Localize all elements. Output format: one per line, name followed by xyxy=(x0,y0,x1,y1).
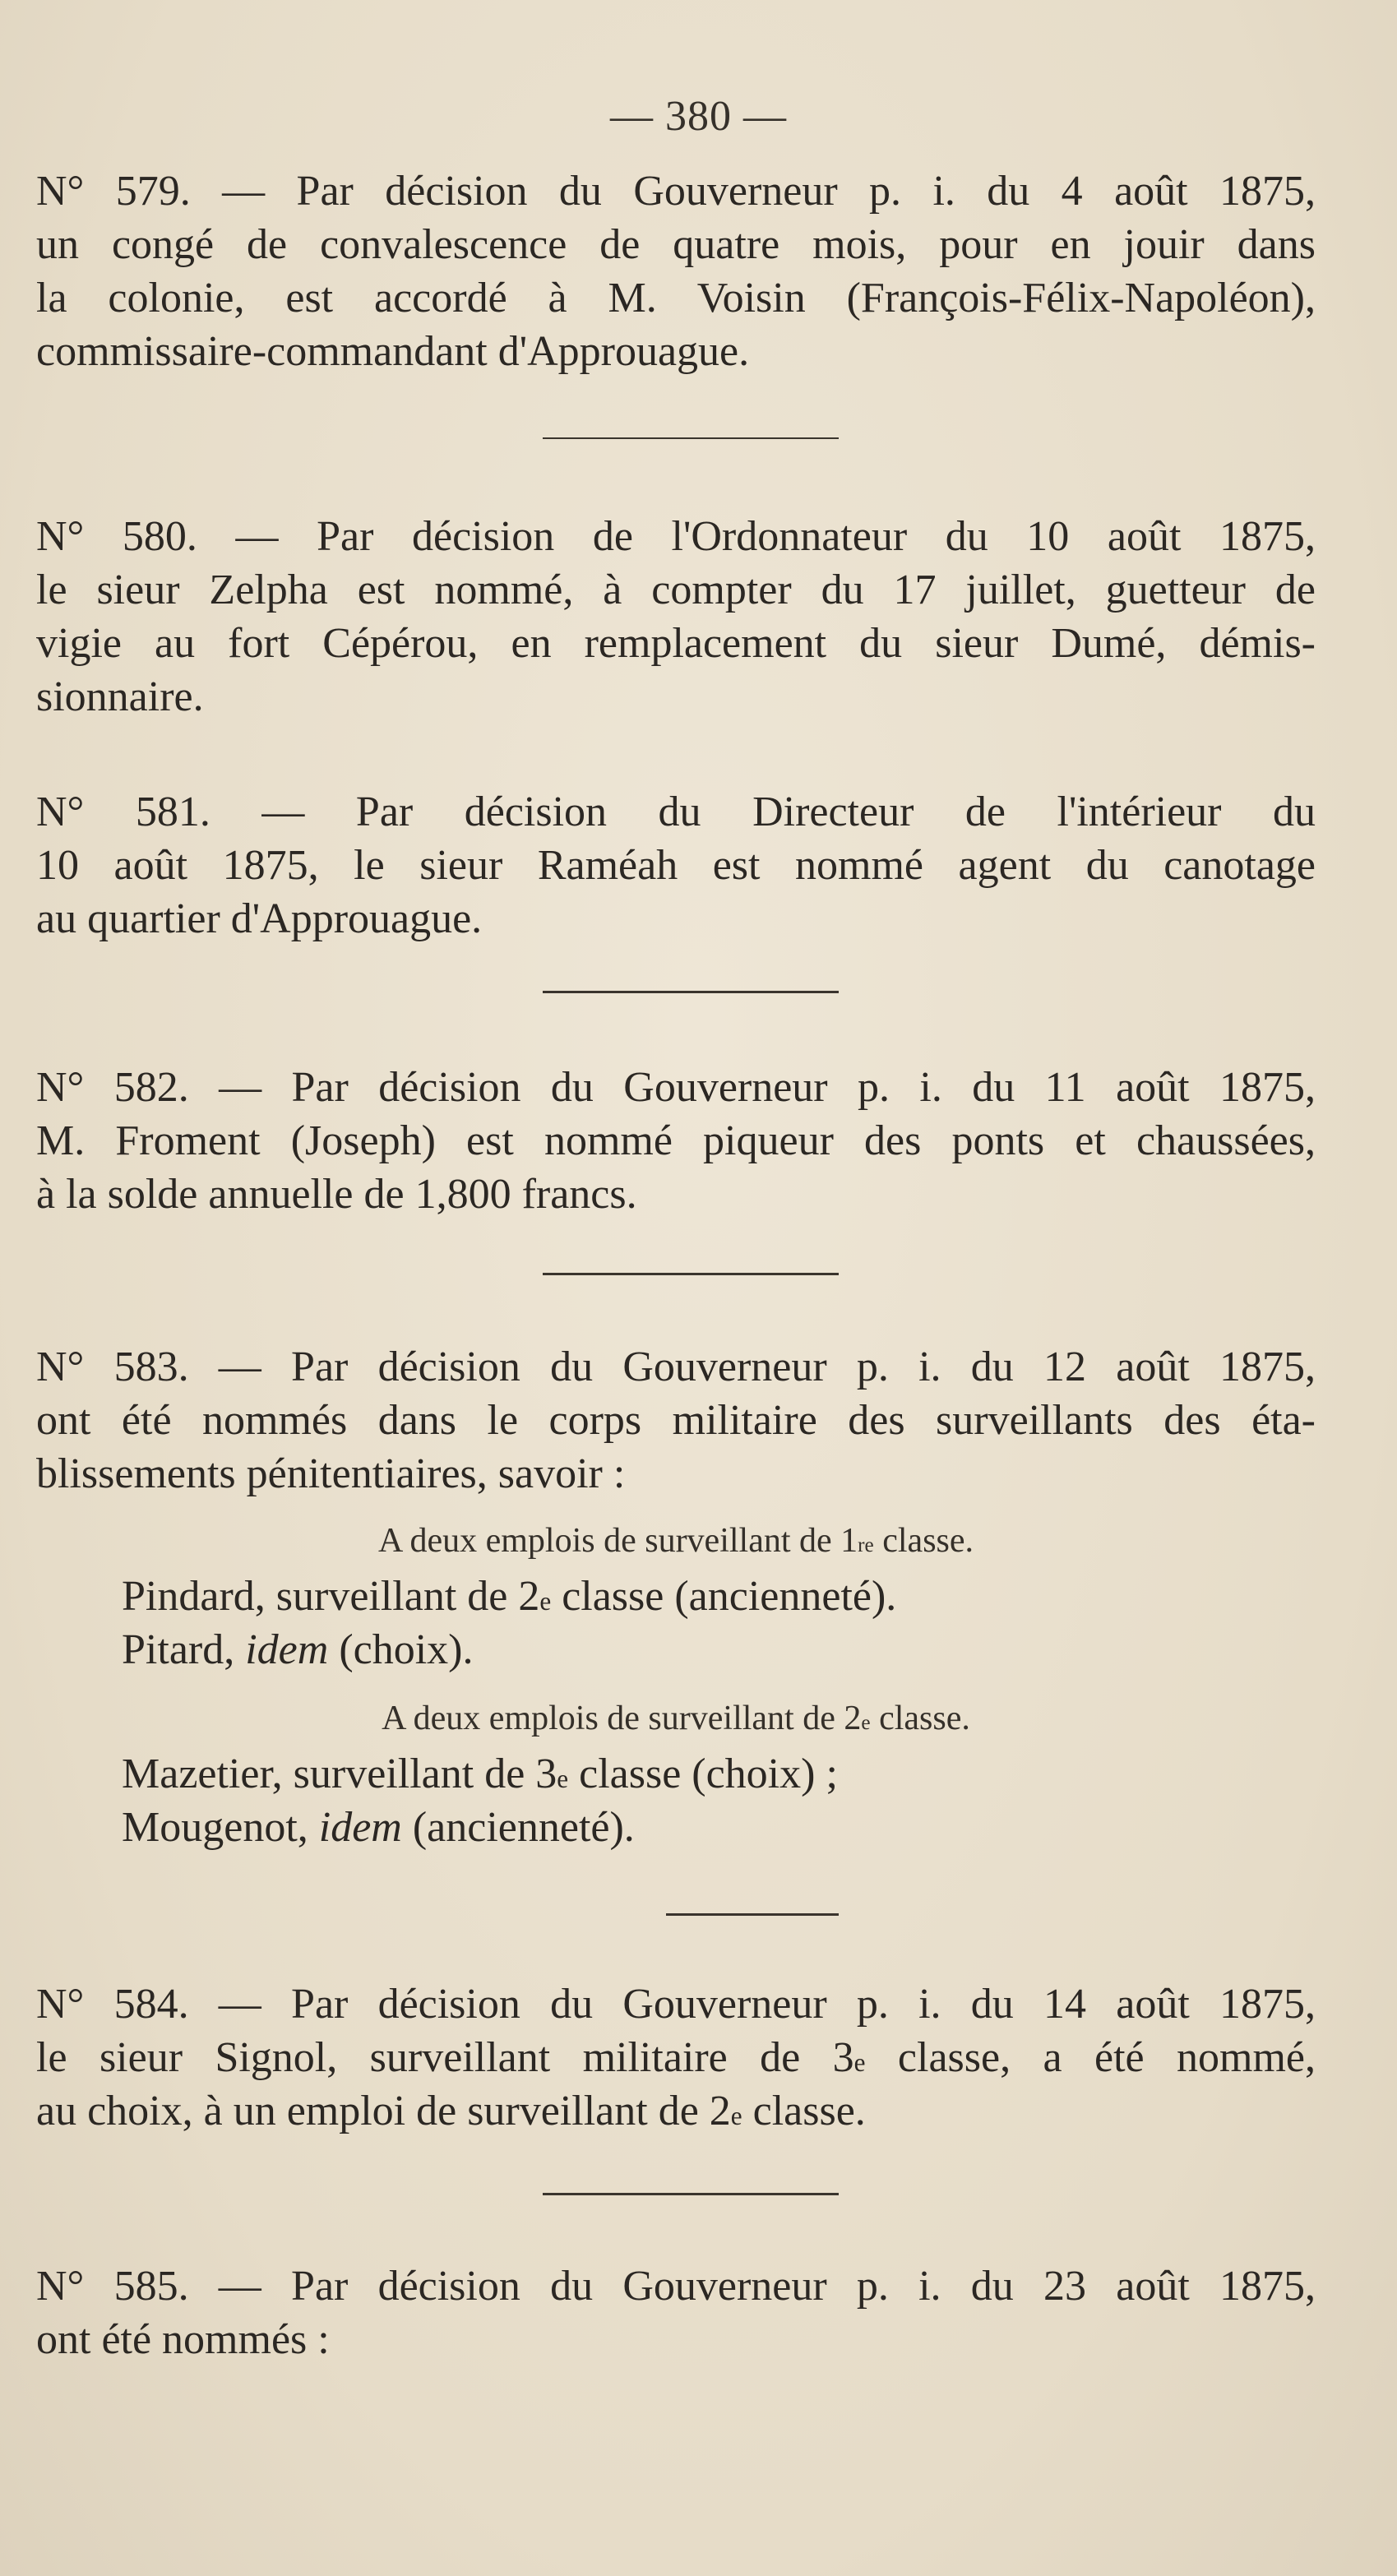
separator-rule xyxy=(666,1913,839,1916)
entry-579-line-3: la colonie, est accordé à M. Voisin (François-Félix-Napoléon), xyxy=(36,275,1316,321)
entry-582-line-3: à la solde annuelle de 1,800 francs. xyxy=(36,1171,637,1218)
separator-rule xyxy=(543,991,839,993)
entry-584-line-2: le sieur Signol, surveillant militaire de 3e classe, a été nommé, xyxy=(36,2034,1316,2081)
entry-583 xyxy=(36,1340,1316,1501)
entry-584-line-1: N° 584. — Par décision du Gouverneur p. i. du 14 août 1875, xyxy=(36,1981,1316,2028)
entry-580-line-2: le sieur Zelpha est nommé, à compter du 17 juillet, guetteur de xyxy=(36,567,1316,613)
entry-583-line-2: ont été nommés dans le corps militaire des surveillants des éta- xyxy=(36,1397,1316,1444)
entry-583-line-3: blissements pénitentiaires, savoir : xyxy=(36,1450,626,1497)
entry-584 xyxy=(36,1977,1316,2138)
entry-584-line-3: au choix, à un emploi de surveillant de 2e classe. xyxy=(36,2088,866,2134)
entry-580-line-3: vigie au fort Cépérou, en remplacement du sieur Dumé, démis- xyxy=(36,620,1316,667)
separator-rule xyxy=(543,2193,839,2195)
entry-581-line-3: au quartier d'Approuague. xyxy=(36,895,483,942)
entry-585-line-1: N° 585. — Par décision du Gouverneur p. i. du 23 août 1875, xyxy=(36,2263,1316,2310)
entry-582-line-1: N° 582. — Par décision du Gouverneur p. i. du 11 août 1875, xyxy=(36,1064,1316,1111)
separator-rule xyxy=(543,437,839,439)
entry-579-line-4: commissaire-commandant d'Approuague. xyxy=(36,328,750,375)
entry-579 xyxy=(36,164,1316,378)
entry-583-name-pitard: Pitard, idem (choix). xyxy=(122,1626,474,1673)
page-number: — 380 — xyxy=(610,93,787,140)
separator-rule xyxy=(543,1273,839,1275)
entry-582 xyxy=(36,1061,1316,1221)
entry-582-line-2: M. Froment (Joseph) est nommé piqueur des ponts et chaussées, xyxy=(36,1117,1316,1164)
entry-579-line-1: N° 579. — Par décision du Gouverneur p. i. du 4 août 1875, xyxy=(36,168,1316,215)
entry-579-line-2: un congé de convalescence de quatre mois, pour en jouir dans xyxy=(36,221,1316,268)
entry-585-line-2: ont été nommés : xyxy=(36,2316,330,2363)
entry-581 xyxy=(36,785,1316,946)
entry-583-subheading-2: A deux emplois de surveillant de 2e classe. xyxy=(382,1700,970,1737)
entry-581-line-1: N° 581. — Par décision du Directeur de l'intérieur du xyxy=(36,789,1316,835)
entry-583-name-mougenot: Mougenot, idem (ancienneté). xyxy=(122,1804,635,1851)
entry-583-name-mazetier: Mazetier, surveillant de 3e classe (choix) ; xyxy=(122,1750,838,1797)
entry-585 xyxy=(36,2259,1316,2366)
entry-581-line-2: 10 août 1875, le sieur Raméah est nommé agent du canotage xyxy=(36,842,1316,889)
entry-580-line-4: sionnaire. xyxy=(36,673,204,720)
entry-580-line-1: N° 580. — Par décision de l'Ordonnateur du 10 août 1875, xyxy=(36,513,1316,560)
entry-580 xyxy=(36,510,1316,724)
entry-583-subheading-1: A deux emplois de surveillant de 1re classe. xyxy=(377,1522,974,1560)
entry-583-name-pindard: Pindard, surveillant de 2e classe (ancienneté). xyxy=(122,1573,897,1620)
entry-583-line-1: N° 583. — Par décision du Gouverneur p. i. du 12 août 1875, xyxy=(36,1343,1316,1390)
